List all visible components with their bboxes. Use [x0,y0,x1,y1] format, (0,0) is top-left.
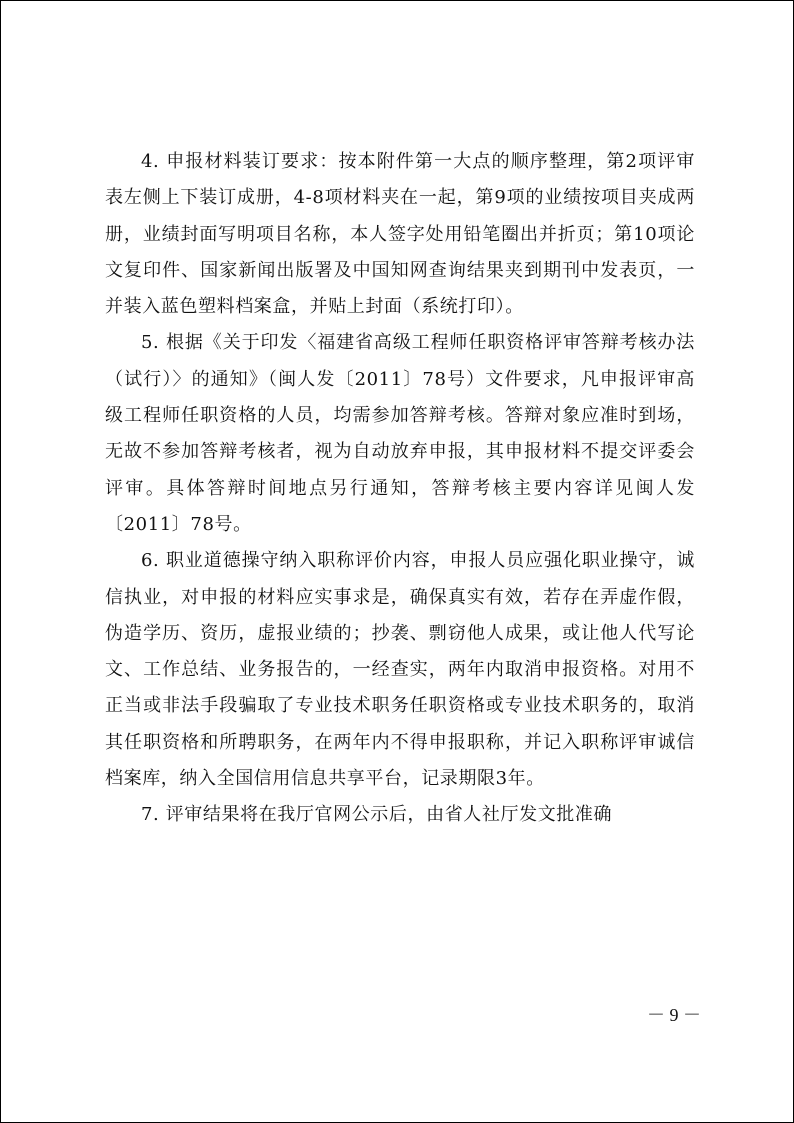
document-body [105,144,695,834]
paragraph-binding-requirements: 4. 申报材料装订要求：按本附件第一大点的顺序整理，第2项评审表左侧上下装订成册，4-8项材料夹在一起，第9项的业绩按项目夹成两册，业绩封面写明项目名称，本人签字处用铅笔圈出并折页；第10项论文复印件、国家新闻出版署及中国知网查询结果夹到期刊中发表页，一并装入蓝色塑料档案盒，并贴上封面（系统打印）。 [105,151,695,318]
paragraph-professional-ethics: 6. 职业道德操守纳入职称评价内容，申报人员应强化职业操守，诚信执业，对申报的材料应实事求是，确保真实有效，若存在弄虚作假，伪造学历、资历，虚报业绩的；抄袭、剽窃他人成果，或让他人代写论文、工作总结、业务报告的，一经查实，两年内取消申报资格。对用不正当或非法手段骗取了专业技术职务任职资格或专业技术职务的，取消其任职资格和所聘职务，在两年内不得申报职称，并记入职称评审诚信档案库，纳入全国信用信息共享平台，记录期限3年。 [105,550,695,790]
paragraph-defense-assessment: 5. 根据《关于印发〈福建省高级工程师任职资格评审答辩考核办法（试行）〉的通知》（闽人发〔2011〕78号）文件要求，凡申报评审高级工程师任职资格的人员，均需参加答辩考核。答辩对象应准时到场，无故不参加答辩考核者，视为自动放弃申报，其申报材料不提交评委会评审。具体答辩时间地点另行通知，答辩考核主要内容详见闽人发〔2011〕78号。 [105,332,695,535]
page-number: － 9 － [647,1005,701,1025]
paragraph-review-results: 7. 评审结果将在我厅官网公示后，由省人社厅发文批准确 [141,804,613,826]
